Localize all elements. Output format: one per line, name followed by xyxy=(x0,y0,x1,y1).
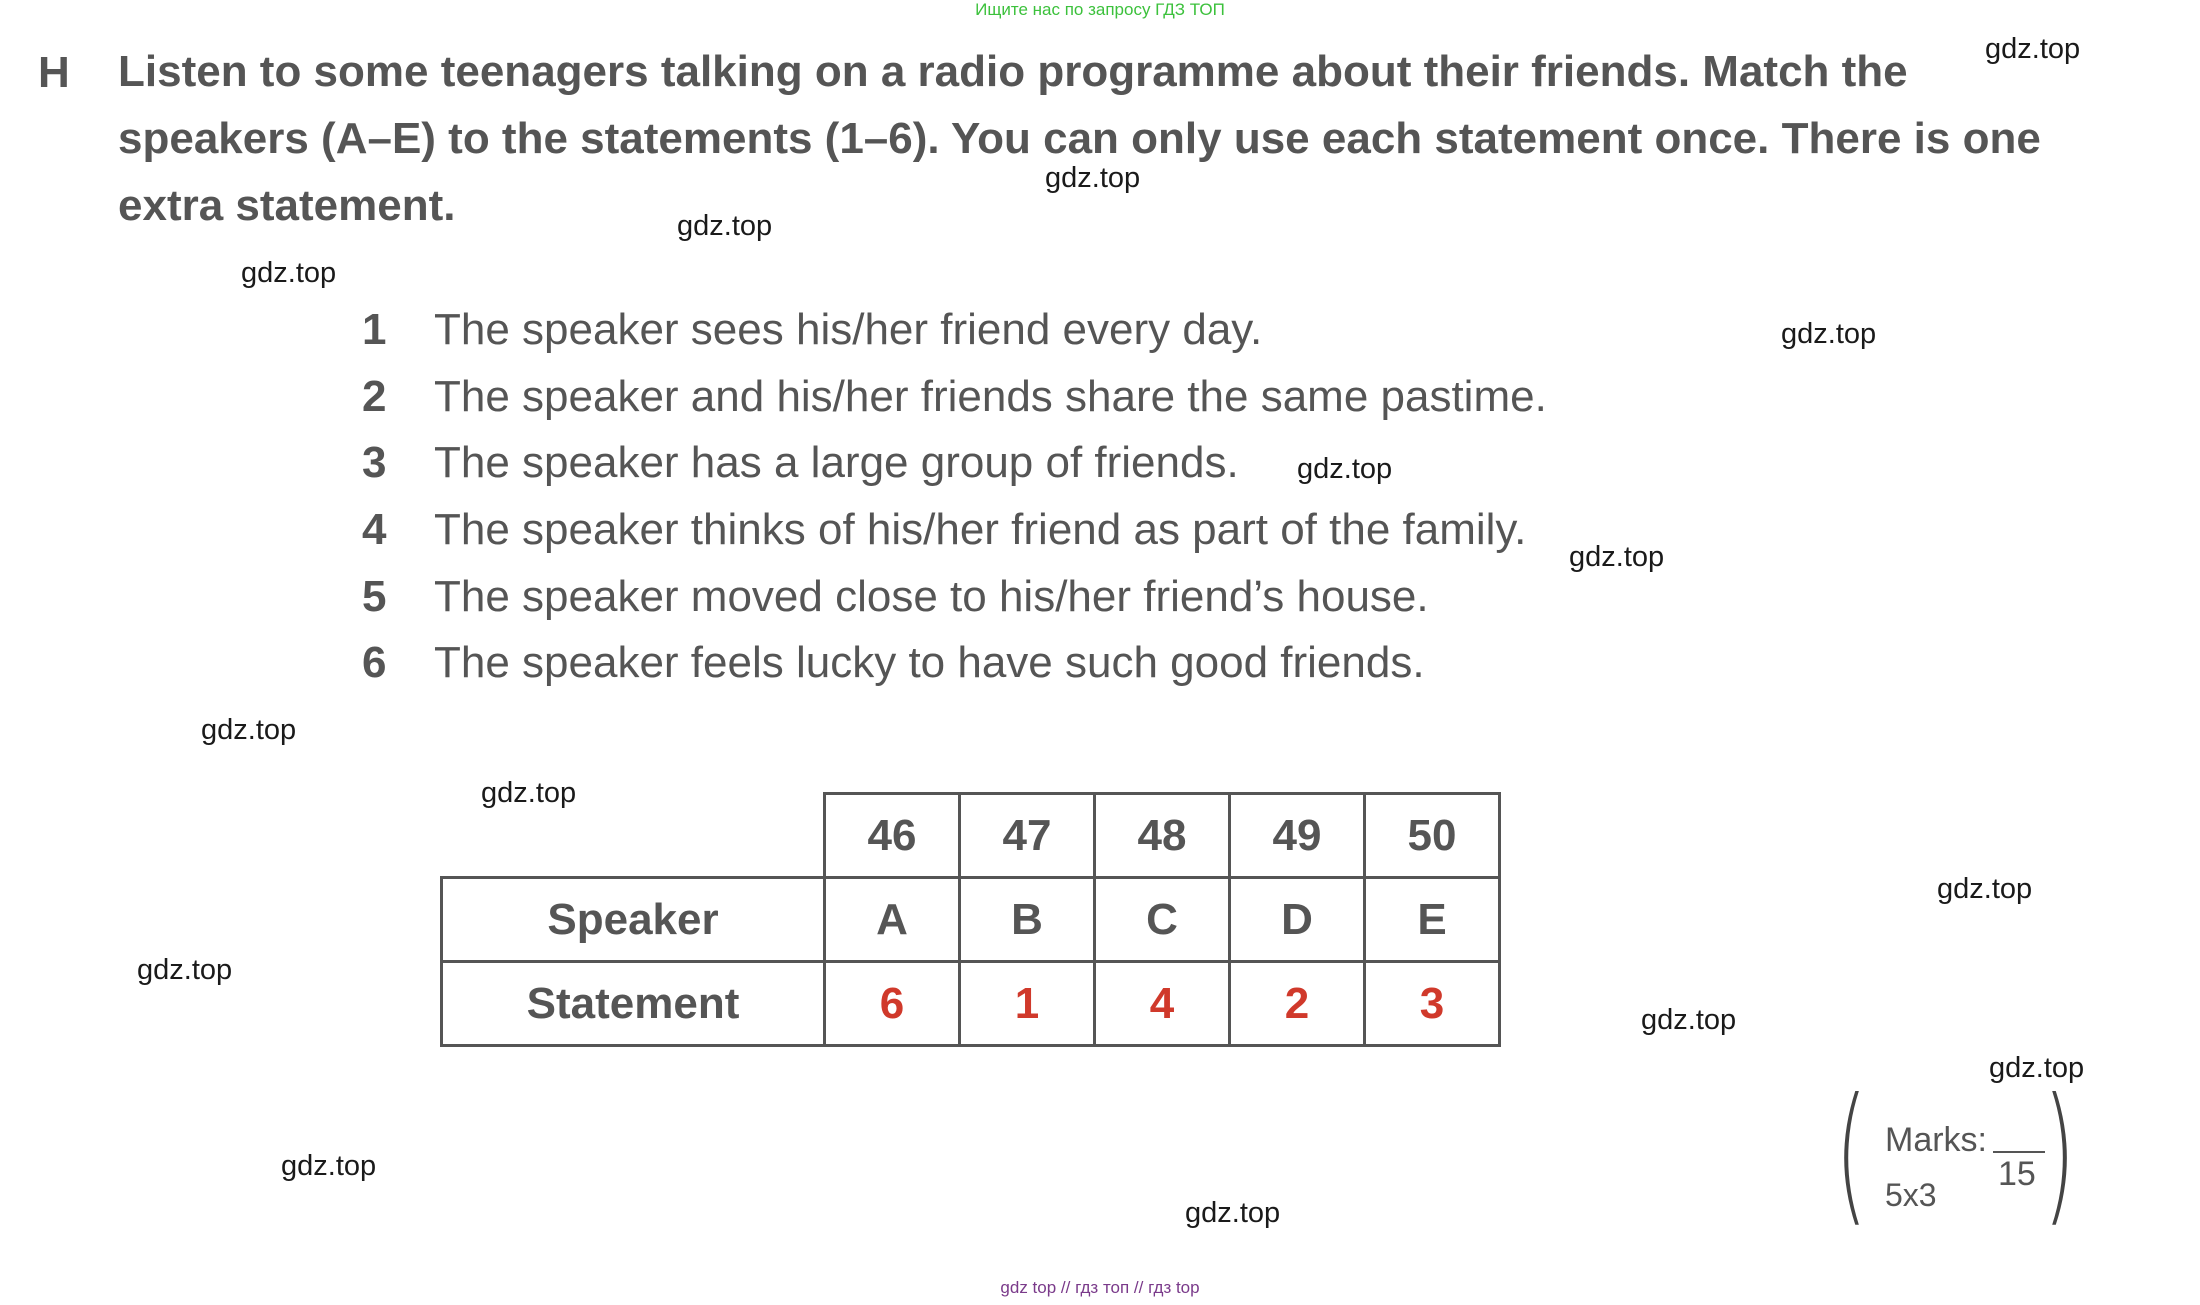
instruction-line: extra statement. xyxy=(118,181,456,230)
statement-text: The speaker feels lucky to have such good friends. xyxy=(434,638,1425,687)
watermark: gdz.top xyxy=(1989,1052,2085,1084)
top-banner: Ищите нас по запросу ГДЗ ТОП xyxy=(975,0,1225,19)
watermark: gdz.top xyxy=(1781,318,1877,350)
statement-row-label: Statement xyxy=(442,962,825,1046)
instruction-line: speakers (A–E) to the statements (1–6). You can only use each statement once. There is one xyxy=(118,114,2041,163)
answer-cell: 4 xyxy=(1095,962,1230,1046)
question-number-row xyxy=(442,794,1500,878)
statement-number: 4 xyxy=(362,505,387,554)
speaker-row xyxy=(442,878,1500,962)
statement-number: 1 xyxy=(362,305,387,354)
instruction-line: Listen to some teenagers talking on a radio programme about their friends. Match the xyxy=(118,47,1908,96)
watermark: gdz.top xyxy=(1569,541,1665,573)
statement-text: The speaker moved close to his/her friend’s house. xyxy=(434,572,1429,621)
statement-number: 3 xyxy=(362,438,387,487)
watermark: gdz.top xyxy=(1641,1004,1737,1036)
statement-text: The speaker and his/her friends share the same pastime. xyxy=(434,372,1547,421)
watermark: gdz.top xyxy=(481,777,577,809)
marks-label: Marks: xyxy=(1885,1121,1987,1159)
answer-cell: 1 xyxy=(960,962,1095,1046)
question-number: 49 xyxy=(1230,794,1365,878)
watermark: gdz.top xyxy=(1297,453,1393,485)
statement-number: 5 xyxy=(362,572,387,621)
task-letter: H xyxy=(38,48,70,97)
footer-text: gdz top // гдз топ // гдз top xyxy=(1000,1278,1200,1297)
watermark: gdz.top xyxy=(1937,873,2033,905)
right-parenthesis: ) xyxy=(2043,1067,2076,1241)
speaker-cell: B xyxy=(960,878,1095,962)
answer-cell: 2 xyxy=(1230,962,1365,1046)
marks-blank-line xyxy=(1993,1151,2045,1153)
question-number: 47 xyxy=(960,794,1095,878)
answer-cell: 3 xyxy=(1365,962,1500,1046)
speaker-cell: D xyxy=(1230,878,1365,962)
left-parenthesis: ( xyxy=(1835,1067,1868,1241)
statement-item xyxy=(362,372,1547,422)
watermark: gdz.top xyxy=(1185,1197,1281,1229)
speaker-cell: A xyxy=(825,878,960,962)
watermark: gdz.top xyxy=(1985,33,2081,65)
question-number: 48 xyxy=(1095,794,1230,878)
speaker-row-label: Speaker xyxy=(442,878,825,962)
speaker-cell: C xyxy=(1095,878,1230,962)
watermark: gdz.top xyxy=(241,257,337,289)
speaker-cell: E xyxy=(1365,878,1500,962)
question-number: 50 xyxy=(1365,794,1500,878)
statement-item xyxy=(362,572,1429,622)
statement-row xyxy=(442,962,1500,1046)
statement-text: The speaker thinks of his/her friend as part of the family. xyxy=(434,505,1527,554)
question-number: 46 xyxy=(825,794,960,878)
watermark: gdz.top xyxy=(677,210,773,242)
statement-item xyxy=(362,305,1262,355)
statement-item xyxy=(362,438,1239,488)
answer-table xyxy=(440,792,1501,1047)
marks-total: 15 xyxy=(1998,1155,2036,1193)
statement-item xyxy=(362,638,1425,688)
statement-number: 2 xyxy=(362,372,387,421)
statement-item xyxy=(362,505,1526,555)
answer-cell: 6 xyxy=(825,962,960,1046)
statement-text: The speaker has a large group of friends. xyxy=(434,438,1239,487)
marks-breakdown: 5x3 xyxy=(1885,1177,1937,1213)
watermark: gdz.top xyxy=(281,1150,377,1182)
watermark: gdz.top xyxy=(1045,162,1141,194)
statement-text: The speaker sees his/her friend every day. xyxy=(434,305,1263,354)
statement-number: 6 xyxy=(362,638,387,687)
task-instructions xyxy=(118,38,2041,239)
watermark: gdz.top xyxy=(201,714,297,746)
watermark: gdz.top xyxy=(137,954,233,986)
